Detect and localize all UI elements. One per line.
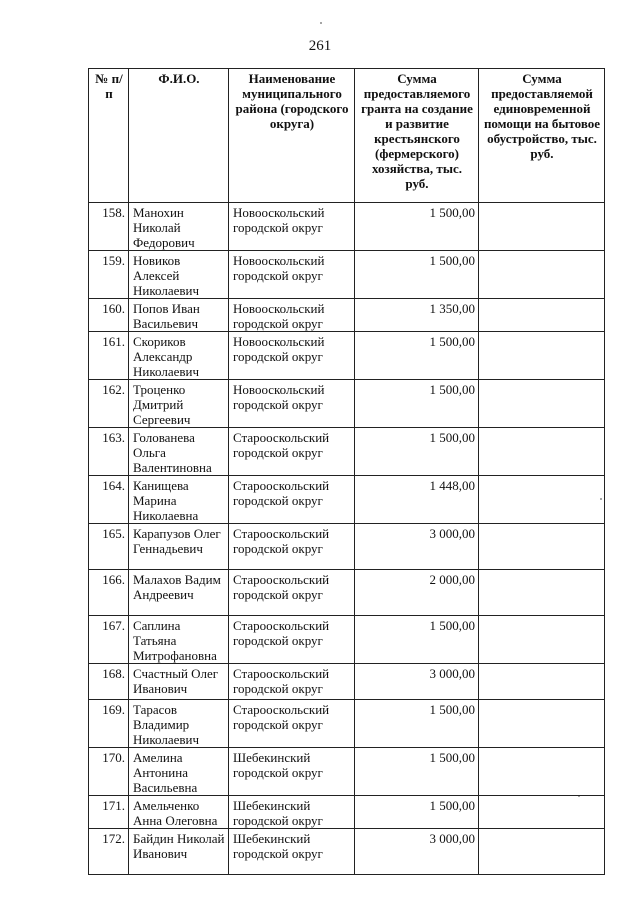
scan-speck bbox=[320, 22, 322, 24]
row-grant-amount: 3 000,00 bbox=[355, 664, 479, 700]
row-grant-amount: 2 000,00 bbox=[355, 570, 479, 616]
row-full-name: Скориков Александр Николаевич bbox=[129, 332, 229, 380]
row-district: Старооскольский городской округ bbox=[229, 524, 355, 570]
row-aid-amount bbox=[479, 664, 605, 700]
table-row bbox=[89, 380, 605, 428]
row-full-name: Малахов Вадим Андреевич bbox=[129, 570, 229, 616]
row-full-name: Манохин Николай Федорович bbox=[129, 203, 229, 251]
row-district: Старооскольский городской округ bbox=[229, 428, 355, 476]
row-aid-amount bbox=[479, 616, 605, 664]
row-number: 162. bbox=[89, 380, 129, 428]
row-full-name: Карапузов Олег Геннадьевич bbox=[129, 524, 229, 570]
row-number: 163. bbox=[89, 428, 129, 476]
row-district: Новооскольский городской округ bbox=[229, 203, 355, 251]
table-row bbox=[89, 748, 605, 796]
row-aid-amount bbox=[479, 829, 605, 875]
row-number: 159. bbox=[89, 251, 129, 299]
table-row bbox=[89, 700, 605, 748]
row-number: 169. bbox=[89, 700, 129, 748]
row-aid-amount bbox=[479, 570, 605, 616]
row-grant-amount: 3 000,00 bbox=[355, 524, 479, 570]
row-grant-amount: 1 500,00 bbox=[355, 748, 479, 796]
row-aid-amount bbox=[479, 476, 605, 524]
row-district: Шебекинский городской округ bbox=[229, 829, 355, 875]
row-grant-amount: 1 500,00 bbox=[355, 700, 479, 748]
table-row bbox=[89, 203, 605, 251]
row-number: 165. bbox=[89, 524, 129, 570]
row-aid-amount bbox=[479, 299, 605, 332]
row-number: 164. bbox=[89, 476, 129, 524]
row-grant-amount: 1 500,00 bbox=[355, 203, 479, 251]
row-full-name: Канищева Марина Николаевна bbox=[129, 476, 229, 524]
row-aid-amount bbox=[479, 380, 605, 428]
row-number: 167. bbox=[89, 616, 129, 664]
table-row bbox=[89, 796, 605, 829]
row-full-name: Троценко Дмитрий Сергеевич bbox=[129, 380, 229, 428]
row-full-name: Новиков Алексей Николаевич bbox=[129, 251, 229, 299]
page-number: 261 bbox=[308, 38, 332, 54]
row-number: 158. bbox=[89, 203, 129, 251]
row-grant-amount: 1 350,00 bbox=[355, 299, 479, 332]
row-aid-amount bbox=[479, 332, 605, 380]
row-district: Шебекинский городской округ bbox=[229, 748, 355, 796]
row-district: Новооскольский городской округ bbox=[229, 299, 355, 332]
header-number: № п/п bbox=[89, 69, 129, 203]
table-row bbox=[89, 570, 605, 616]
row-full-name: Голованева Ольга Валентиновна bbox=[129, 428, 229, 476]
row-full-name: Амельченко Анна Олеговна bbox=[129, 796, 229, 829]
row-district: Старооскольский городской округ bbox=[229, 664, 355, 700]
row-aid-amount bbox=[479, 796, 605, 829]
row-full-name: Счастный Олег Иванович bbox=[129, 664, 229, 700]
row-grant-amount: 1 500,00 bbox=[355, 251, 479, 299]
row-grant-amount: 1 500,00 bbox=[355, 796, 479, 829]
row-full-name: Амелина Антонина Васильевна bbox=[129, 748, 229, 796]
row-grant-amount: 1 448,00 bbox=[355, 476, 479, 524]
row-full-name: Попов Иван Васильевич bbox=[129, 299, 229, 332]
row-district: Новооскольский городской округ bbox=[229, 332, 355, 380]
table-row bbox=[89, 251, 605, 299]
row-number: 161. bbox=[89, 332, 129, 380]
grant-recipients-table bbox=[88, 68, 605, 875]
table-row bbox=[89, 664, 605, 700]
table-row bbox=[89, 524, 605, 570]
row-aid-amount bbox=[479, 700, 605, 748]
row-number: 170. bbox=[89, 748, 129, 796]
row-full-name: Байдин Николай Иванович bbox=[129, 829, 229, 875]
table-row bbox=[89, 616, 605, 664]
row-number: 172. bbox=[89, 829, 129, 875]
row-grant-amount: 1 500,00 bbox=[355, 428, 479, 476]
header-grant-amount: Сумма предоставляемого гранта на создание и развитие крестьянского (фермерского) хозяйства, тыс. руб. bbox=[355, 69, 479, 203]
header-full-name: Ф.И.О. bbox=[129, 69, 229, 203]
row-grant-amount: 3 000,00 bbox=[355, 829, 479, 875]
row-aid-amount bbox=[479, 748, 605, 796]
row-aid-amount bbox=[479, 251, 605, 299]
table-row bbox=[89, 829, 605, 875]
row-district: Старооскольский городской округ bbox=[229, 616, 355, 664]
row-district: Старооскольский городской округ bbox=[229, 476, 355, 524]
row-district: Новооскольский городской округ bbox=[229, 380, 355, 428]
row-number: 160. bbox=[89, 299, 129, 332]
table-row bbox=[89, 332, 605, 380]
row-full-name: Тарасов Владимир Николаевич bbox=[129, 700, 229, 748]
table-row bbox=[89, 428, 605, 476]
row-district: Старооскольский городской округ bbox=[229, 570, 355, 616]
table-row bbox=[89, 299, 605, 332]
row-district: Новооскольский городской округ bbox=[229, 251, 355, 299]
row-number: 171. bbox=[89, 796, 129, 829]
row-grant-amount: 1 500,00 bbox=[355, 332, 479, 380]
header-aid-amount: Сумма предоставляемой единовременной помощи на бытовое обустройство, тыс. руб. bbox=[479, 69, 605, 203]
row-district: Старооскольский городской округ bbox=[229, 700, 355, 748]
row-full-name: Саплина Татьяна Митрофановна bbox=[129, 616, 229, 664]
header-district: Наименование муниципального района (городского округа) bbox=[229, 69, 355, 203]
row-aid-amount bbox=[479, 428, 605, 476]
row-aid-amount bbox=[479, 203, 605, 251]
row-grant-amount: 1 500,00 bbox=[355, 380, 479, 428]
row-aid-amount bbox=[479, 524, 605, 570]
table-row bbox=[89, 476, 605, 524]
table-header-row bbox=[89, 69, 605, 203]
row-number: 166. bbox=[89, 570, 129, 616]
row-district: Шебекинский городской округ bbox=[229, 796, 355, 829]
row-number: 168. bbox=[89, 664, 129, 700]
row-grant-amount: 1 500,00 bbox=[355, 616, 479, 664]
